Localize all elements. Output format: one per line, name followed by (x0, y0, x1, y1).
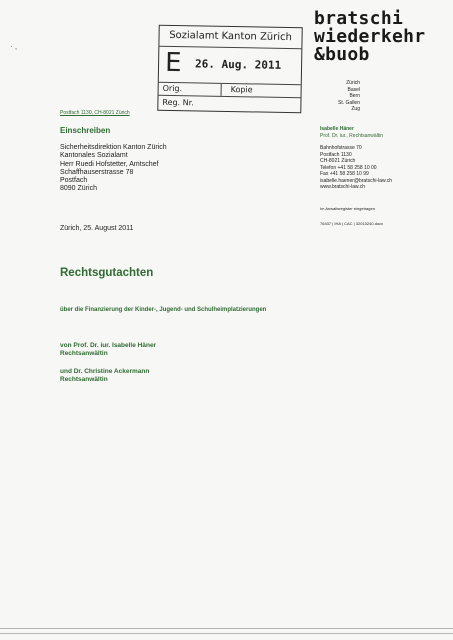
contact-line: Postfach 1130 (320, 151, 352, 158)
stamp-reg: Reg. Nr. (162, 97, 194, 108)
address-line: Kantonales Sozialamt (60, 152, 128, 160)
author-1-role: Rechtsanwältin (60, 350, 108, 357)
scan-edge-line (0, 633, 453, 634)
letter-date: Zürich, 25. August 2011 (60, 225, 134, 232)
received-stamp (157, 25, 302, 114)
contact-line: Telefon +41 58 258 10 00 (320, 164, 377, 171)
delivery-method: Einschreiben (60, 126, 111, 135)
address-line: Sicherheitsdirektion Kanton Zürich (60, 144, 167, 151)
contact-name: Isabelle Häner (320, 126, 354, 132)
location: St. Gallen (338, 99, 360, 106)
address-line: Schaffhauserstrasse 78 (60, 168, 134, 176)
office-locations (320, 80, 360, 113)
registry-note: Im Anwaltsregister eingetragen (320, 206, 375, 211)
stamp-date: 26. Aug. 2011 (194, 57, 282, 72)
logo-line-3: &buob (314, 44, 370, 65)
contact-block (320, 126, 450, 191)
document-subject: über die Finanzierung der Kinder-, Jugend- und Schulheimplatzierungen (60, 307, 267, 313)
logo-line-1: bratschi (314, 8, 404, 29)
address-line: Postfach (60, 177, 88, 185)
location: Basel (347, 86, 360, 93)
firm-logo (314, 10, 434, 64)
contact-email: isabelle.haener@bratschi-law.ch (320, 177, 393, 184)
stamp-divider (221, 84, 222, 96)
author-2-name: und Dr. Christine Ackermann (60, 368, 150, 375)
scan-edge-line (0, 628, 453, 629)
contact-title: Prof. Dr. iur., Rechtsanwältin (320, 132, 384, 139)
contact-line: Fax +41 58 258 10 99 (320, 171, 369, 177)
contact-website: www.bratschi-law.ch (320, 184, 366, 190)
scan-speck: · , (10, 42, 18, 51)
stamp-office: Sozialamt Kanton Zürich (159, 30, 301, 49)
address-line: 8090 Zürich (60, 185, 97, 193)
author-2-role: Rechtsanwältin (60, 376, 108, 383)
author-2 (60, 368, 149, 384)
author-1-name: von Prof. Dr. iur. Isabelle Häner (60, 342, 157, 349)
location: Bern (349, 93, 360, 99)
location: Zürich (346, 80, 360, 86)
document-heading: Rechtsgutachten (60, 267, 154, 279)
stamp-row-reg (158, 95, 300, 111)
sender-line: Postfach 1130, CH-8021 Zürich (60, 110, 130, 116)
address-line: Herr Ruedi Hofstetter, Amtschef (60, 160, 159, 168)
stamp-orig: Orig. (162, 83, 183, 94)
stamp-copy: Kopie (230, 85, 253, 95)
logo-line-2: wiederkehr (314, 26, 426, 47)
contact-line: Bahnhofstrasse 70 (320, 145, 362, 151)
reference-number: 76437 | IHA | CAC | 32010240.docx (320, 221, 384, 226)
location: Zug (351, 106, 360, 112)
stamp-letter: E (164, 47, 182, 79)
author-1 (60, 342, 156, 358)
recipient-address (60, 144, 167, 194)
contact-line: CH-8021 Zürich (320, 158, 356, 164)
